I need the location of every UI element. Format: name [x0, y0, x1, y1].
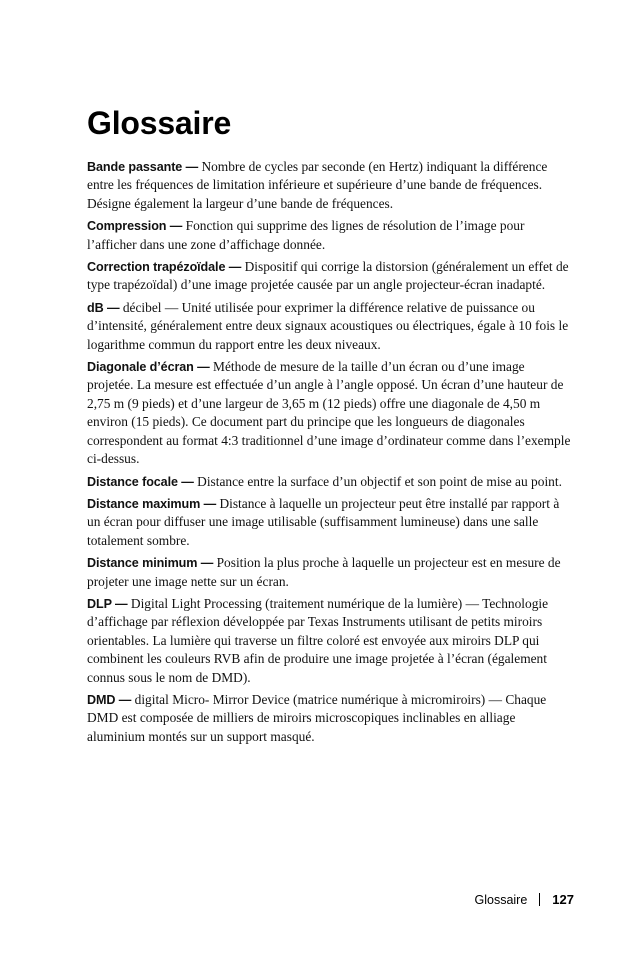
glossary-entry-correction-trapezoidale [87, 258, 574, 295]
glossary-definition: Digital Light Processing (traitement numérique de la lumière) — Technologie d’affichage par réflexion développée par Texas Instruments utilisant de petits miroirs orientables. La lumière qui traverse un filtre coloré est envoyée aux miroirs DLP qui combinent les couleurs RVB afin de produire une image projetée à l’écran (également connus sous le nom de DMD). [87, 595, 549, 685]
glossary-list [87, 158, 574, 750]
glossary-term: Distance focale — [87, 474, 194, 489]
glossary-entry-distance-minimum [87, 554, 574, 591]
glossary-term: Correction trapézoïdale — [87, 260, 242, 275]
glossary-definition: Nombre de cycles par seconde (en Hertz) indiquant la différence entre les fréquences de limitation inférieure et supérieure d’une bande de fréquences. Désigne également la largeur d’une bande de fréquences. [87, 159, 548, 211]
page-title: Glossaire [87, 105, 232, 141]
glossary-definition: décibel — Unité utilisée pour exprimer la différence relative de puissance ou d’intensité, généralement entre deux signaux acoustiques ou électriques, égale à 10 fois le logarithme commun du rapport entre les deux niveaux. [87, 299, 569, 352]
glossary-entry-bande-passante [87, 158, 574, 213]
glossary-entry-db [87, 299, 574, 354]
glossary-definition: Méthode de mesure de la taille d’un écran ou d’une image projetée. La mesure est effectuée d’un angle à l’angle opposé. Un écran d’une hauteur de 2,75 m (9 pieds) et d’une largeur de 3,65 m (12 pieds) offre une diagonale de 4,50 m environ (15 pieds). Ce document part du principe que les longueurs de diagonales correspondent au format 4:3 traditionnel d’une image d’ordinateur comme dans l’exemple ci-dessus. [87, 359, 571, 467]
glossary-term: Bande passante — [87, 160, 199, 174]
glossary-entry-diagonale-ecran [87, 358, 574, 468]
glossary-definition: Distance à laquelle un projecteur peut être installé par rapport à un écran pour diffuser une image utilisable (suffisamment lumineuse) dans une salle totalement sombre. [87, 495, 560, 548]
page-number: 127 [552, 892, 574, 907]
footer-section-title: Glossaire [474, 892, 528, 907]
glossary-definition: Position la plus proche à laquelle un projecteur est en mesure de projeter une image nette sur un écran. [87, 555, 561, 589]
glossary-definition: Distance entre la surface d’un objectif et son point de mise au point. [193, 473, 562, 489]
glossary-entry-compression [87, 217, 574, 254]
glossary-entry-distance-maximum [87, 495, 574, 550]
glossary-term: Diagonale d’écran — [87, 360, 210, 375]
glossary-term: DLP — [87, 596, 128, 611]
glossary-term: Distance maximum — [87, 496, 217, 511]
glossary-term: dB — [87, 300, 120, 315]
glossary-definition: digital Micro- Mirror Device (matrice numérique à micromiroirs) — Chaque DMD est composée de milliers de miroirs microscopiques inclinables en alliage aluminium montés sur un support masqué. [87, 691, 547, 744]
glossary-definition: Fonction qui supprime des lignes de résolution de l’image pour l’afficher dans une zone d’affichage donnée. [87, 218, 525, 252]
footer-divider [539, 893, 540, 906]
glossary-term: Distance minimum — [87, 556, 214, 571]
glossary-definition: Dispositif qui corrige la distorsion (généralement un effet de type trapézoïdal) d’une image projetée causée par un angle projecteur-écran inadapté. [87, 259, 569, 293]
glossary-term: DMD — [87, 692, 132, 707]
glossary-entry-distance-focale [87, 473, 574, 491]
glossary-entry-dlp [87, 595, 574, 687]
glossary-entry-dmd [87, 691, 574, 746]
glossary-term: Compression — [87, 219, 183, 234]
page-footer [475, 892, 575, 907]
